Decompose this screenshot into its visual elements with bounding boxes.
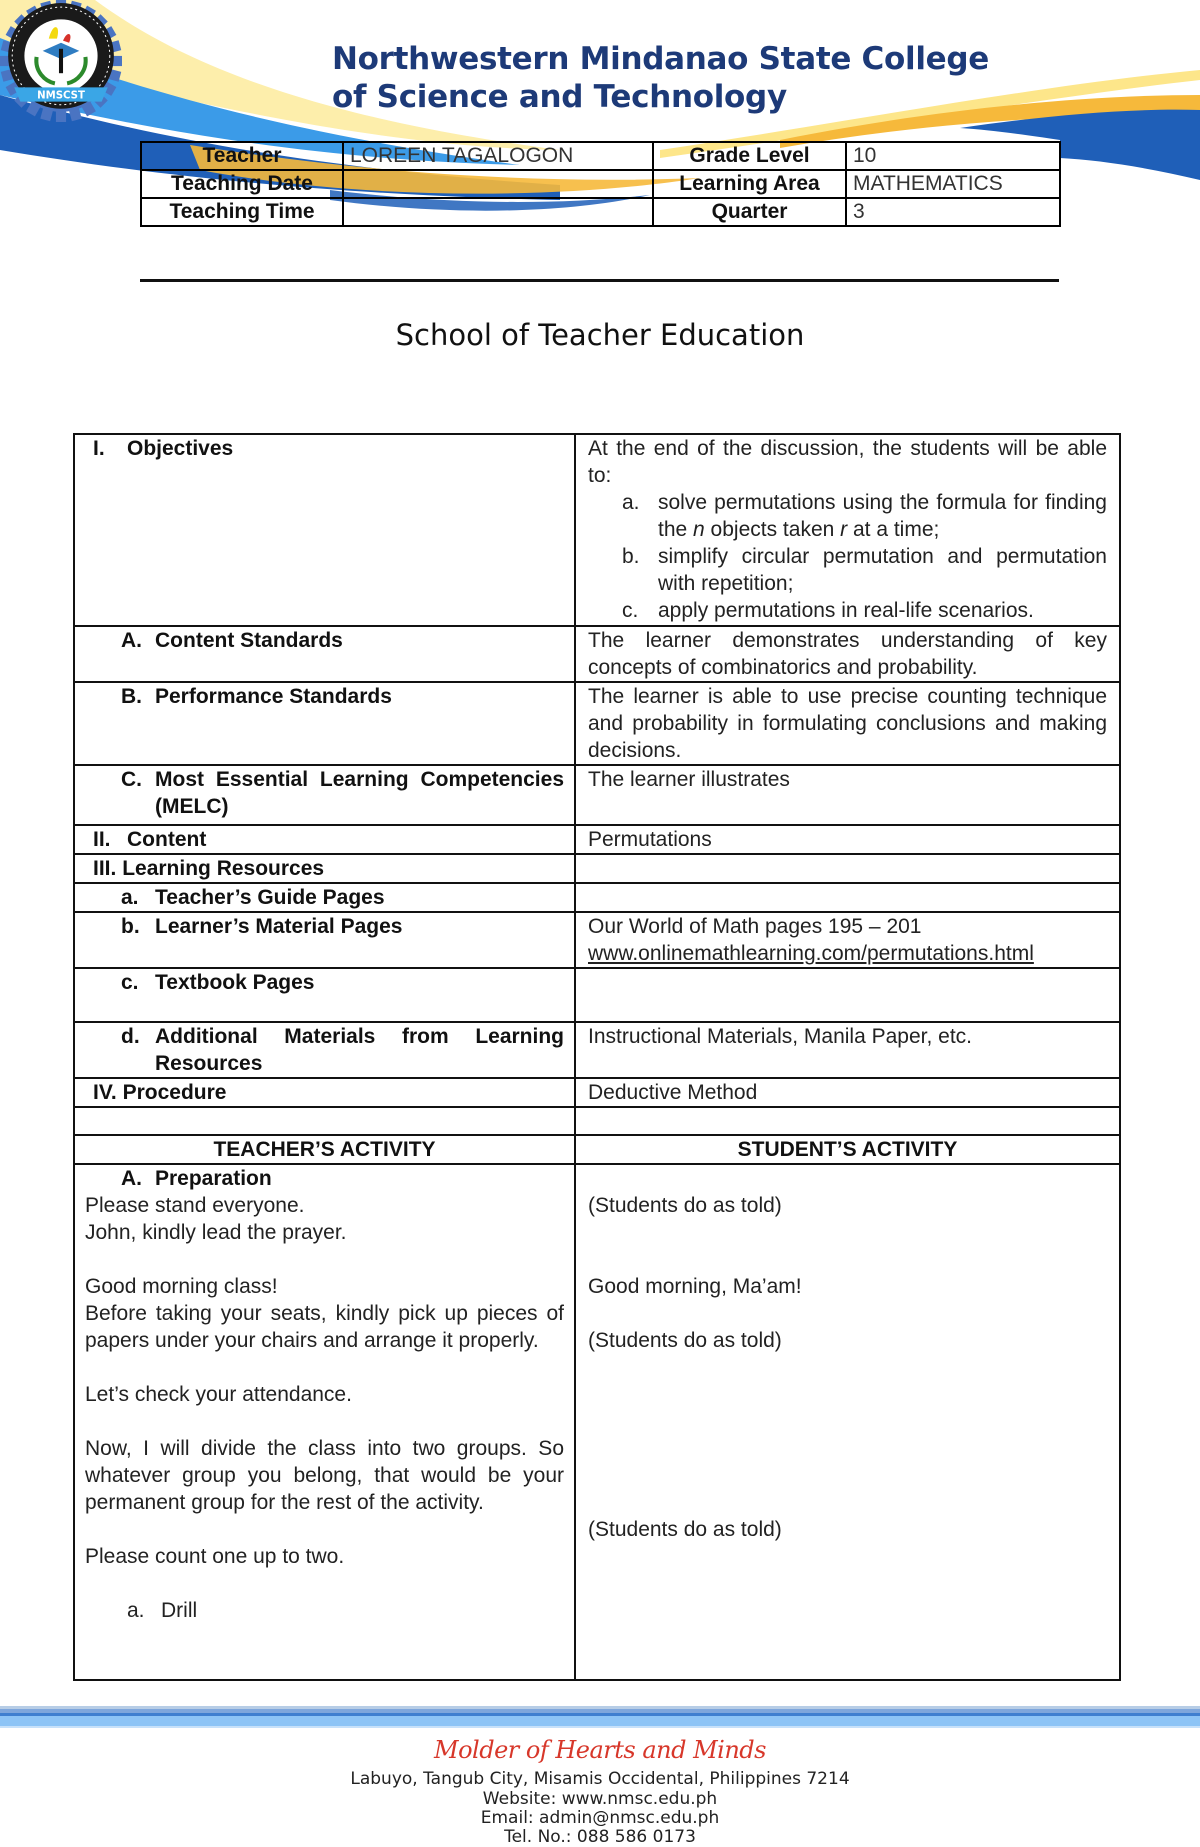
- teacher-value: LOREEN TAGALOGON: [343, 142, 653, 170]
- content-standards-label: Content Standards: [155, 629, 343, 652]
- melc-label-cell: [74, 765, 575, 825]
- footer-email[interactable]: Email: admin@nmsc.edu.ph: [480, 1808, 720, 1828]
- melc-label: Most Essential Learning Competencies (MELC): [155, 768, 564, 818]
- row-learners-material: [74, 912, 1120, 968]
- content-standards-marker: A.: [121, 629, 142, 652]
- spacer: [85, 1354, 564, 1381]
- horizontal-divider: [140, 279, 1059, 282]
- textbook-label: Textbook Pages: [155, 971, 315, 994]
- learning-resources-value: [575, 854, 1120, 883]
- additional-materials-label-cell: [74, 1022, 575, 1078]
- objectives-label-cell: [74, 434, 575, 626]
- spacer: [588, 1489, 1107, 1516]
- footer-address: Labuyo, Tangub City, Misamis Occidental, Philippines 7214: [350, 1769, 850, 1789]
- additional-materials-value: Instructional Materials, Manila Paper, etc.: [575, 1022, 1120, 1078]
- teacher-label: Teacher: [141, 142, 343, 170]
- spacer: [588, 1462, 1107, 1489]
- objective-text: simplify circular permutation and permutation with repetition;: [658, 545, 1107, 595]
- spacer: [588, 1219, 1107, 1246]
- teacher-line: Before taking your seats, kindly pick up pieces of papers under your chairs and arrange it properly.: [85, 1302, 564, 1352]
- learners-material-marker: b.: [121, 915, 140, 938]
- row-preparation: [74, 1164, 1120, 1680]
- grade-level-label: Grade Level: [653, 142, 846, 170]
- spacer: [588, 1246, 1107, 1273]
- content-value: Permutations: [575, 825, 1120, 854]
- empty-cell: [575, 1107, 1120, 1135]
- row-empty: [74, 1107, 1120, 1135]
- quarter-value: 3: [846, 198, 1060, 226]
- spacer: [588, 1165, 1107, 1192]
- teachers-guide-label-cell: [74, 883, 575, 912]
- textbook-marker: c.: [121, 971, 139, 994]
- objective-text: apply permutations in real-life scenarios.: [658, 599, 1034, 622]
- svg-text:NMSCST: NMSCST: [37, 90, 85, 102]
- performance-standards-value: The learner is able to use precise counting technique and probability in formulating conclusions and making decisions.: [575, 682, 1120, 765]
- lesson-plan-table: [73, 433, 1121, 1681]
- content-label-cell: [74, 825, 575, 854]
- teaching-time-value: [343, 198, 653, 226]
- drill-heading: [85, 1597, 564, 1624]
- drill-marker: a.: [127, 1599, 145, 1622]
- preparation-marker: A.: [121, 1167, 142, 1190]
- teacher-line: Please stand everyone.: [85, 1194, 305, 1217]
- teacher-activity-cell: [74, 1164, 575, 1680]
- additional-materials-marker: d.: [121, 1025, 140, 1048]
- teacher-line: Let’s check your attendance.: [85, 1383, 352, 1406]
- learners-material-value: Our World of Math pages 195 – 201: [588, 915, 922, 938]
- student-response: (Students do as told): [588, 1194, 782, 1217]
- row-textbook: [74, 968, 1120, 1022]
- drill-label: Drill: [161, 1599, 198, 1622]
- learning-area-value: MATHEMATICS: [846, 170, 1060, 198]
- objective-item: [622, 543, 1107, 597]
- footer-motto: Molder of Hearts and Minds: [434, 1736, 766, 1764]
- row-performance-standards: [74, 682, 1120, 765]
- textbook-value: [575, 968, 1120, 1022]
- teachers-guide-label: Teacher’s Guide Pages: [155, 886, 385, 909]
- learners-material-value-cell: [575, 912, 1120, 968]
- additional-materials-label: Additional Materials from Learning Resources: [155, 1025, 564, 1075]
- quarter-label: Quarter: [653, 198, 846, 226]
- student-response: Good morning, Ma’am!: [588, 1275, 802, 1298]
- empty-cell: [74, 1107, 575, 1135]
- row-learning-resources: [74, 854, 1120, 883]
- row-melc: [74, 765, 1120, 825]
- student-activity-cell: [575, 1164, 1120, 1680]
- procedure-marker: IV.: [93, 1081, 117, 1104]
- objective-marker: a.: [622, 491, 640, 514]
- footer-website[interactable]: Website: www.nmsc.edu.ph: [482, 1789, 718, 1809]
- teacher-info-table: [140, 141, 1061, 227]
- info-row-teacher: [141, 142, 1060, 170]
- row-activity-headers: [74, 1135, 1120, 1164]
- learners-material-label: Learner’s Material Pages: [155, 915, 403, 938]
- spacer: [588, 1408, 1107, 1435]
- spacer: [85, 1516, 564, 1543]
- content-marker: II.: [93, 828, 111, 851]
- performance-standards-label-cell: [74, 682, 575, 765]
- row-content-standards: [74, 626, 1120, 682]
- learning-resources-label: Learning Resources: [122, 857, 325, 880]
- preparation-heading: [85, 1165, 564, 1192]
- objectives-value-cell: [575, 434, 1120, 626]
- objective-item: [622, 597, 1107, 624]
- teacher-line: Good morning class!: [85, 1275, 278, 1298]
- row-content: [74, 825, 1120, 854]
- performance-standards-marker: B.: [121, 685, 142, 708]
- spacer: [85, 1246, 564, 1273]
- onlinemathlearning-link[interactable]: www.onlinemathlearning.com/permutations.html: [588, 942, 1034, 965]
- learning-resources-label-cell: [74, 854, 575, 883]
- learners-material-label-cell: [74, 912, 575, 968]
- teacher-line: Now, I will divide the class into two groups. So whatever group you belong, that would be your permanent group for the rest of the activity.: [85, 1437, 564, 1514]
- spacer: [588, 1381, 1107, 1408]
- learning-resources-marker: III.: [93, 857, 117, 880]
- spacer: [85, 1408, 564, 1435]
- textbook-label-cell: [74, 968, 575, 1022]
- students-activity-header: STUDENT’S ACTIVITY: [575, 1135, 1120, 1164]
- college-name: [332, 40, 989, 116]
- row-teachers-guide: [74, 883, 1120, 912]
- teacher-line: John, kindly lead the prayer.: [85, 1221, 347, 1244]
- objectives-intro: At the end of the discussion, the students will be able to:: [588, 437, 1107, 487]
- grade-level-value: 10: [846, 142, 1060, 170]
- teachers-guide-marker: a.: [121, 886, 139, 909]
- spacer: [85, 1570, 564, 1597]
- teaching-time-label: Teaching Time: [141, 198, 343, 226]
- info-row-teaching-time: [141, 198, 1060, 226]
- teachers-activity-header: TEACHER’S ACTIVITY: [74, 1135, 575, 1164]
- objective-text: solve permutations using the formula for finding the n objects taken r at a time;: [658, 491, 1107, 541]
- procedure-value: Deductive Method: [575, 1078, 1120, 1107]
- teacher-education-seal-icon: [0, 0, 122, 122]
- performance-standards-label: Performance Standards: [155, 685, 392, 708]
- melc-value: The learner illustrates: [575, 765, 1120, 825]
- procedure-label: Procedure: [122, 1081, 227, 1104]
- teaching-date-value: [343, 170, 653, 198]
- objective-item: [622, 489, 1107, 543]
- objectives-marker: I.: [93, 437, 105, 460]
- spacer: [588, 1435, 1107, 1462]
- teaching-date-label: Teaching Date: [141, 170, 343, 198]
- learning-area-label: Learning Area: [653, 170, 846, 198]
- content-label: Content: [127, 828, 207, 851]
- row-objectives: [74, 434, 1120, 626]
- student-response: (Students do as told): [588, 1329, 782, 1352]
- info-row-teaching-date: [141, 170, 1060, 198]
- footer-tel: Tel. No.: 088 586 0173: [504, 1827, 696, 1847]
- school-title: School of Teacher Education: [395, 318, 805, 352]
- row-procedure: [74, 1078, 1120, 1107]
- spacer: [588, 1300, 1107, 1327]
- content-standards-value: The learner demonstrates understanding of key concepts of combinatorics and probability.: [575, 626, 1120, 682]
- college-name-line2: of Science and Technology: [332, 79, 787, 115]
- student-response: (Students do as told): [588, 1518, 782, 1541]
- spacer: [588, 1354, 1107, 1381]
- teacher-line: Please count one up to two.: [85, 1545, 345, 1568]
- row-additional-materials: [74, 1022, 1120, 1078]
- objective-marker: b.: [622, 545, 640, 568]
- footer-band: [0, 1706, 1200, 1728]
- objectives-list: [588, 489, 1107, 624]
- content-standards-label-cell: [74, 626, 575, 682]
- objectives-label: Objectives: [127, 437, 234, 460]
- college-name-line1: Northwestern Mindanao State College: [332, 41, 989, 77]
- melc-marker: C.: [121, 768, 142, 791]
- objective-marker: c.: [622, 599, 639, 622]
- procedure-label-cell: [74, 1078, 575, 1107]
- preparation-label: Preparation: [155, 1167, 272, 1190]
- teachers-guide-value: [575, 883, 1120, 912]
